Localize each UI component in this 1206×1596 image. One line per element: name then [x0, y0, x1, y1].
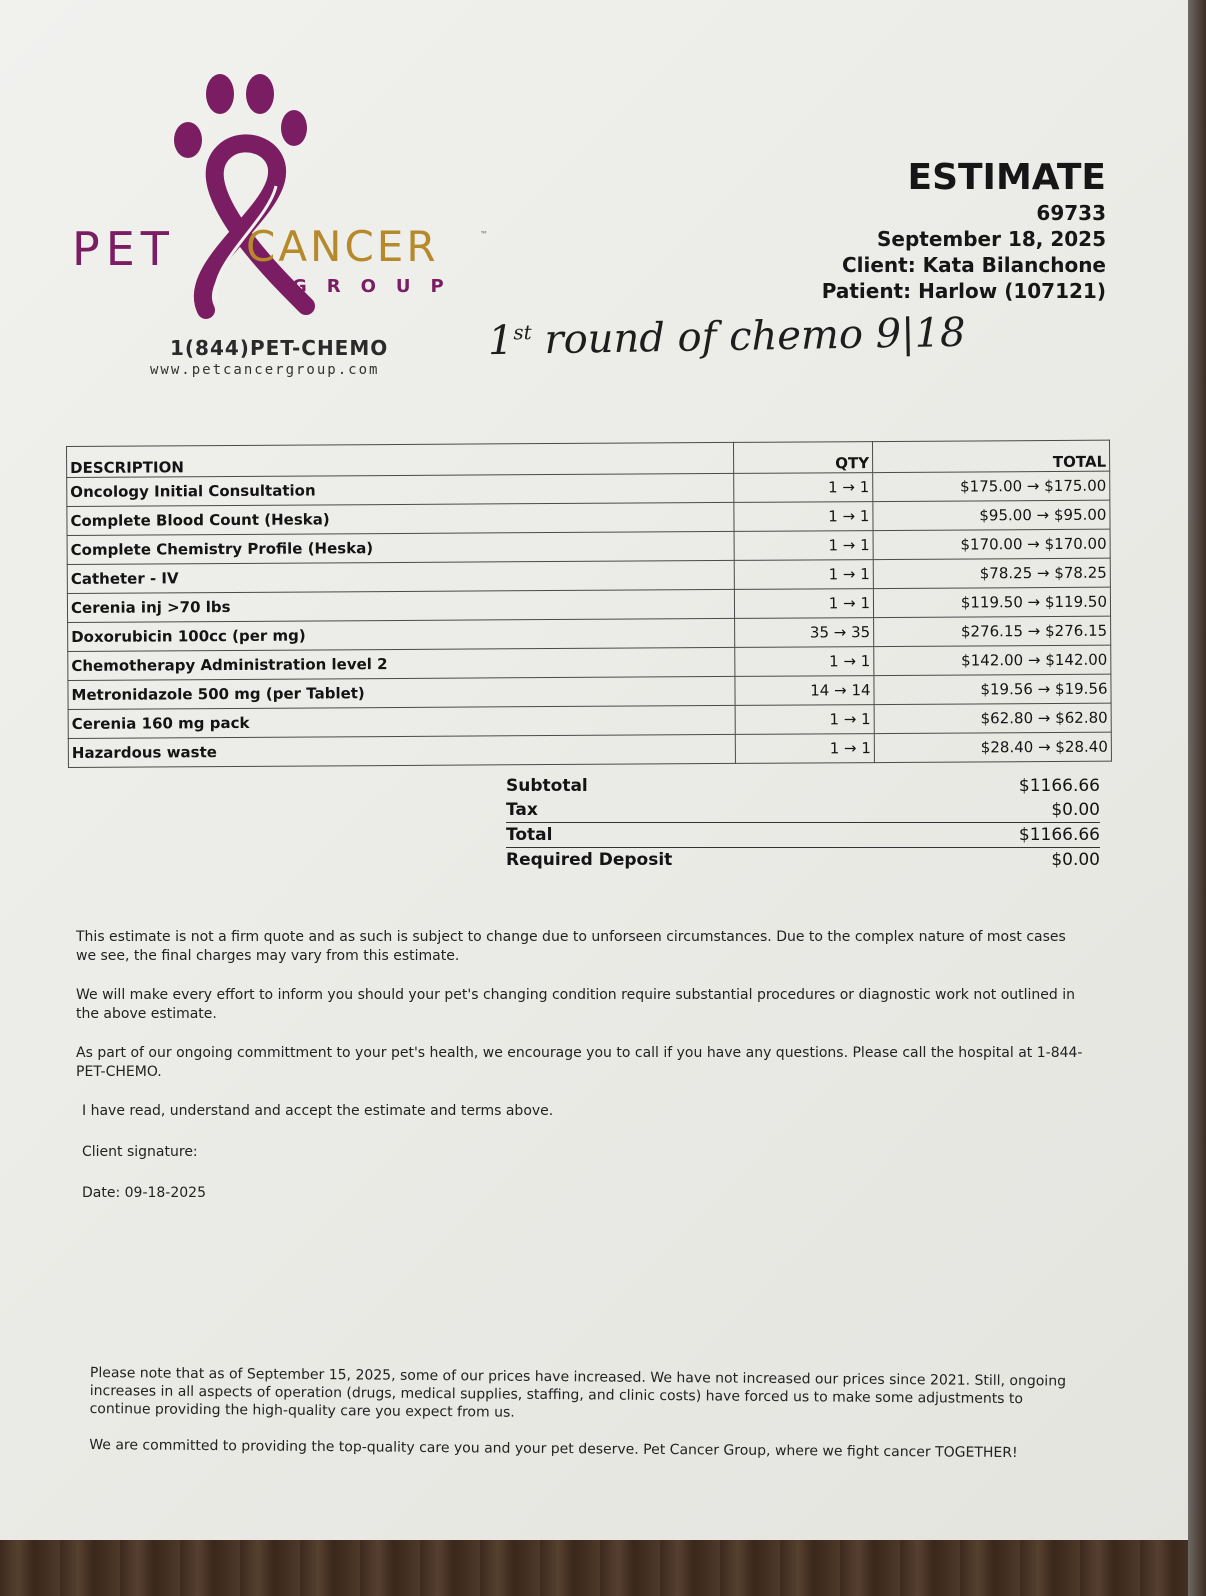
row-description: Catheter - IV: [67, 560, 734, 593]
tax-label: Tax: [506, 800, 538, 820]
tax-row: [506, 798, 1100, 823]
row-qty: 35 → 35: [735, 618, 874, 648]
deposit-label: Required Deposit: [506, 850, 673, 870]
row-total: $175.00 → $175.00: [873, 471, 1110, 501]
patient-name: Patient: Harlow (107121): [821, 279, 1106, 303]
line-items-table: [66, 440, 1112, 768]
handwritten-note-text: round of chemo 9|18: [544, 309, 966, 364]
signature-date: Date: 09-18-2025: [82, 1185, 206, 1201]
deposit-value: $0.00: [1051, 850, 1100, 870]
header-description: DESCRIPTION: [67, 442, 734, 477]
terms-paragraph: We will make every effort to inform you should your pet's changing condition require substantial procedures or diagnostic work not outlined in the above estimate.: [76, 987, 1075, 1022]
logo-cancer-text: CANCER: [246, 222, 439, 271]
row-description: Hazardous waste: [68, 734, 735, 767]
contact-phone: 1(844)PET-CHEMO: [170, 336, 389, 360]
logo-trademark: ™: [480, 230, 488, 239]
row-total: $95.00 → $95.00: [873, 500, 1110, 530]
estimate-date: September 18, 2025: [876, 227, 1106, 251]
row-qty: 1 → 1: [734, 531, 873, 561]
row-qty: 1 → 1: [734, 589, 873, 619]
table-row: [68, 732, 1111, 767]
row-description: Oncology Initial Consultation: [67, 473, 734, 506]
handwritten-note: [488, 310, 966, 364]
row-total: $28.40 → $28.40: [874, 732, 1111, 762]
logo-pet-text: PET: [72, 222, 175, 276]
price-notice-paragraph: Please note that as of September 15, 2025, some of our prices have increased. We have not increased our prices since 2021. Still, ongoing increases in all aspects of operation (drugs, medical supplies, staffing, and clinic costs) have forced us to make some adjustments to continue providing the high-quality care you expect from us.: [89, 1365, 1067, 1421]
subtotal-value: $1166.66: [1018, 776, 1100, 796]
table-surface-edge: [1188, 0, 1206, 1596]
row-qty: 1 → 1: [735, 647, 874, 677]
total-label: Total: [506, 825, 553, 845]
deposit-row: [506, 848, 1100, 872]
row-total: $142.00 → $142.00: [874, 645, 1111, 675]
row-qty: 14 → 14: [735, 676, 874, 706]
tax-value: $0.00: [1051, 800, 1100, 820]
total-row: [506, 823, 1100, 848]
header-qty: QTY: [733, 442, 872, 474]
row-qty: 1 → 1: [735, 734, 874, 764]
row-qty: 1 → 1: [735, 705, 874, 735]
table-surface: [0, 1540, 1206, 1596]
closing-paragraph: We are committed to providing the top-quality care you and your pet deserve. Pet Cancer Group, where we fight cancer TOGETHER!: [89, 1436, 1018, 1462]
price-notice: [89, 1364, 1080, 1481]
estimate-number: 69733: [1036, 201, 1106, 225]
row-description: Metronidazole 500 mg (per Tablet): [68, 676, 735, 709]
terms-paragraph: As part of our ongoing committment to your pet's health, we encourage you to call if you have any questions. Please call the hospital at 1-844-PET-CHEMO.: [76, 1045, 1083, 1080]
logo-group-text: GROUP: [292, 276, 464, 297]
row-total: $78.25 → $78.25: [873, 558, 1110, 588]
row-qty: 1 → 1: [734, 502, 873, 532]
row-description: Cerenia inj >70 lbs: [67, 589, 734, 622]
row-total: $276.15 → $276.15: [874, 616, 1111, 646]
client-name: Client: Kata Bilanchone: [841, 253, 1106, 277]
row-total: $62.80 → $62.80: [874, 703, 1111, 733]
estimate-header: [822, 156, 1106, 304]
row-description: Complete Blood Count (Heska): [67, 502, 734, 535]
row-qty: 1 → 1: [734, 473, 873, 503]
row-description: Doxorubicin 100cc (per mg): [68, 618, 735, 651]
handwritten-ordinal-number: 1: [487, 317, 514, 365]
row-total: $19.56 → $19.56: [874, 674, 1111, 704]
row-description: Cerenia 160 mg pack: [68, 705, 735, 738]
client-signature-label: Client signature:: [82, 1144, 198, 1160]
row-description: Chemotherapy Administration level 2: [68, 647, 735, 680]
total-value: $1166.66: [1018, 825, 1100, 845]
row-total: $170.00 → $170.00: [873, 529, 1110, 559]
header-total: TOTAL: [872, 440, 1109, 472]
terms-section: [76, 928, 1086, 1225]
pet-cancer-group-logo: [66, 70, 506, 320]
contact-website: www.petcancergroup.com: [150, 362, 380, 378]
handwritten-ordinal-suffix: st: [513, 320, 532, 345]
row-qty: 1 → 1: [734, 560, 873, 590]
subtotal-label: Subtotal: [506, 776, 588, 796]
subtotal-row: [506, 774, 1100, 798]
terms-acceptance: I have read, understand and accept the estimate and terms above.: [82, 1103, 554, 1119]
estimate-title: ESTIMATE: [907, 157, 1106, 198]
totals-block: [506, 774, 1100, 872]
row-description: Complete Chemistry Profile (Heska): [67, 531, 734, 564]
row-total: $119.50 → $119.50: [873, 587, 1110, 617]
terms-paragraph: This estimate is not a firm quote and as such is subject to change due to unforseen circumstances. Due to the complex nature of most cases we see, the final charges may vary from this estimate.: [76, 929, 1066, 964]
